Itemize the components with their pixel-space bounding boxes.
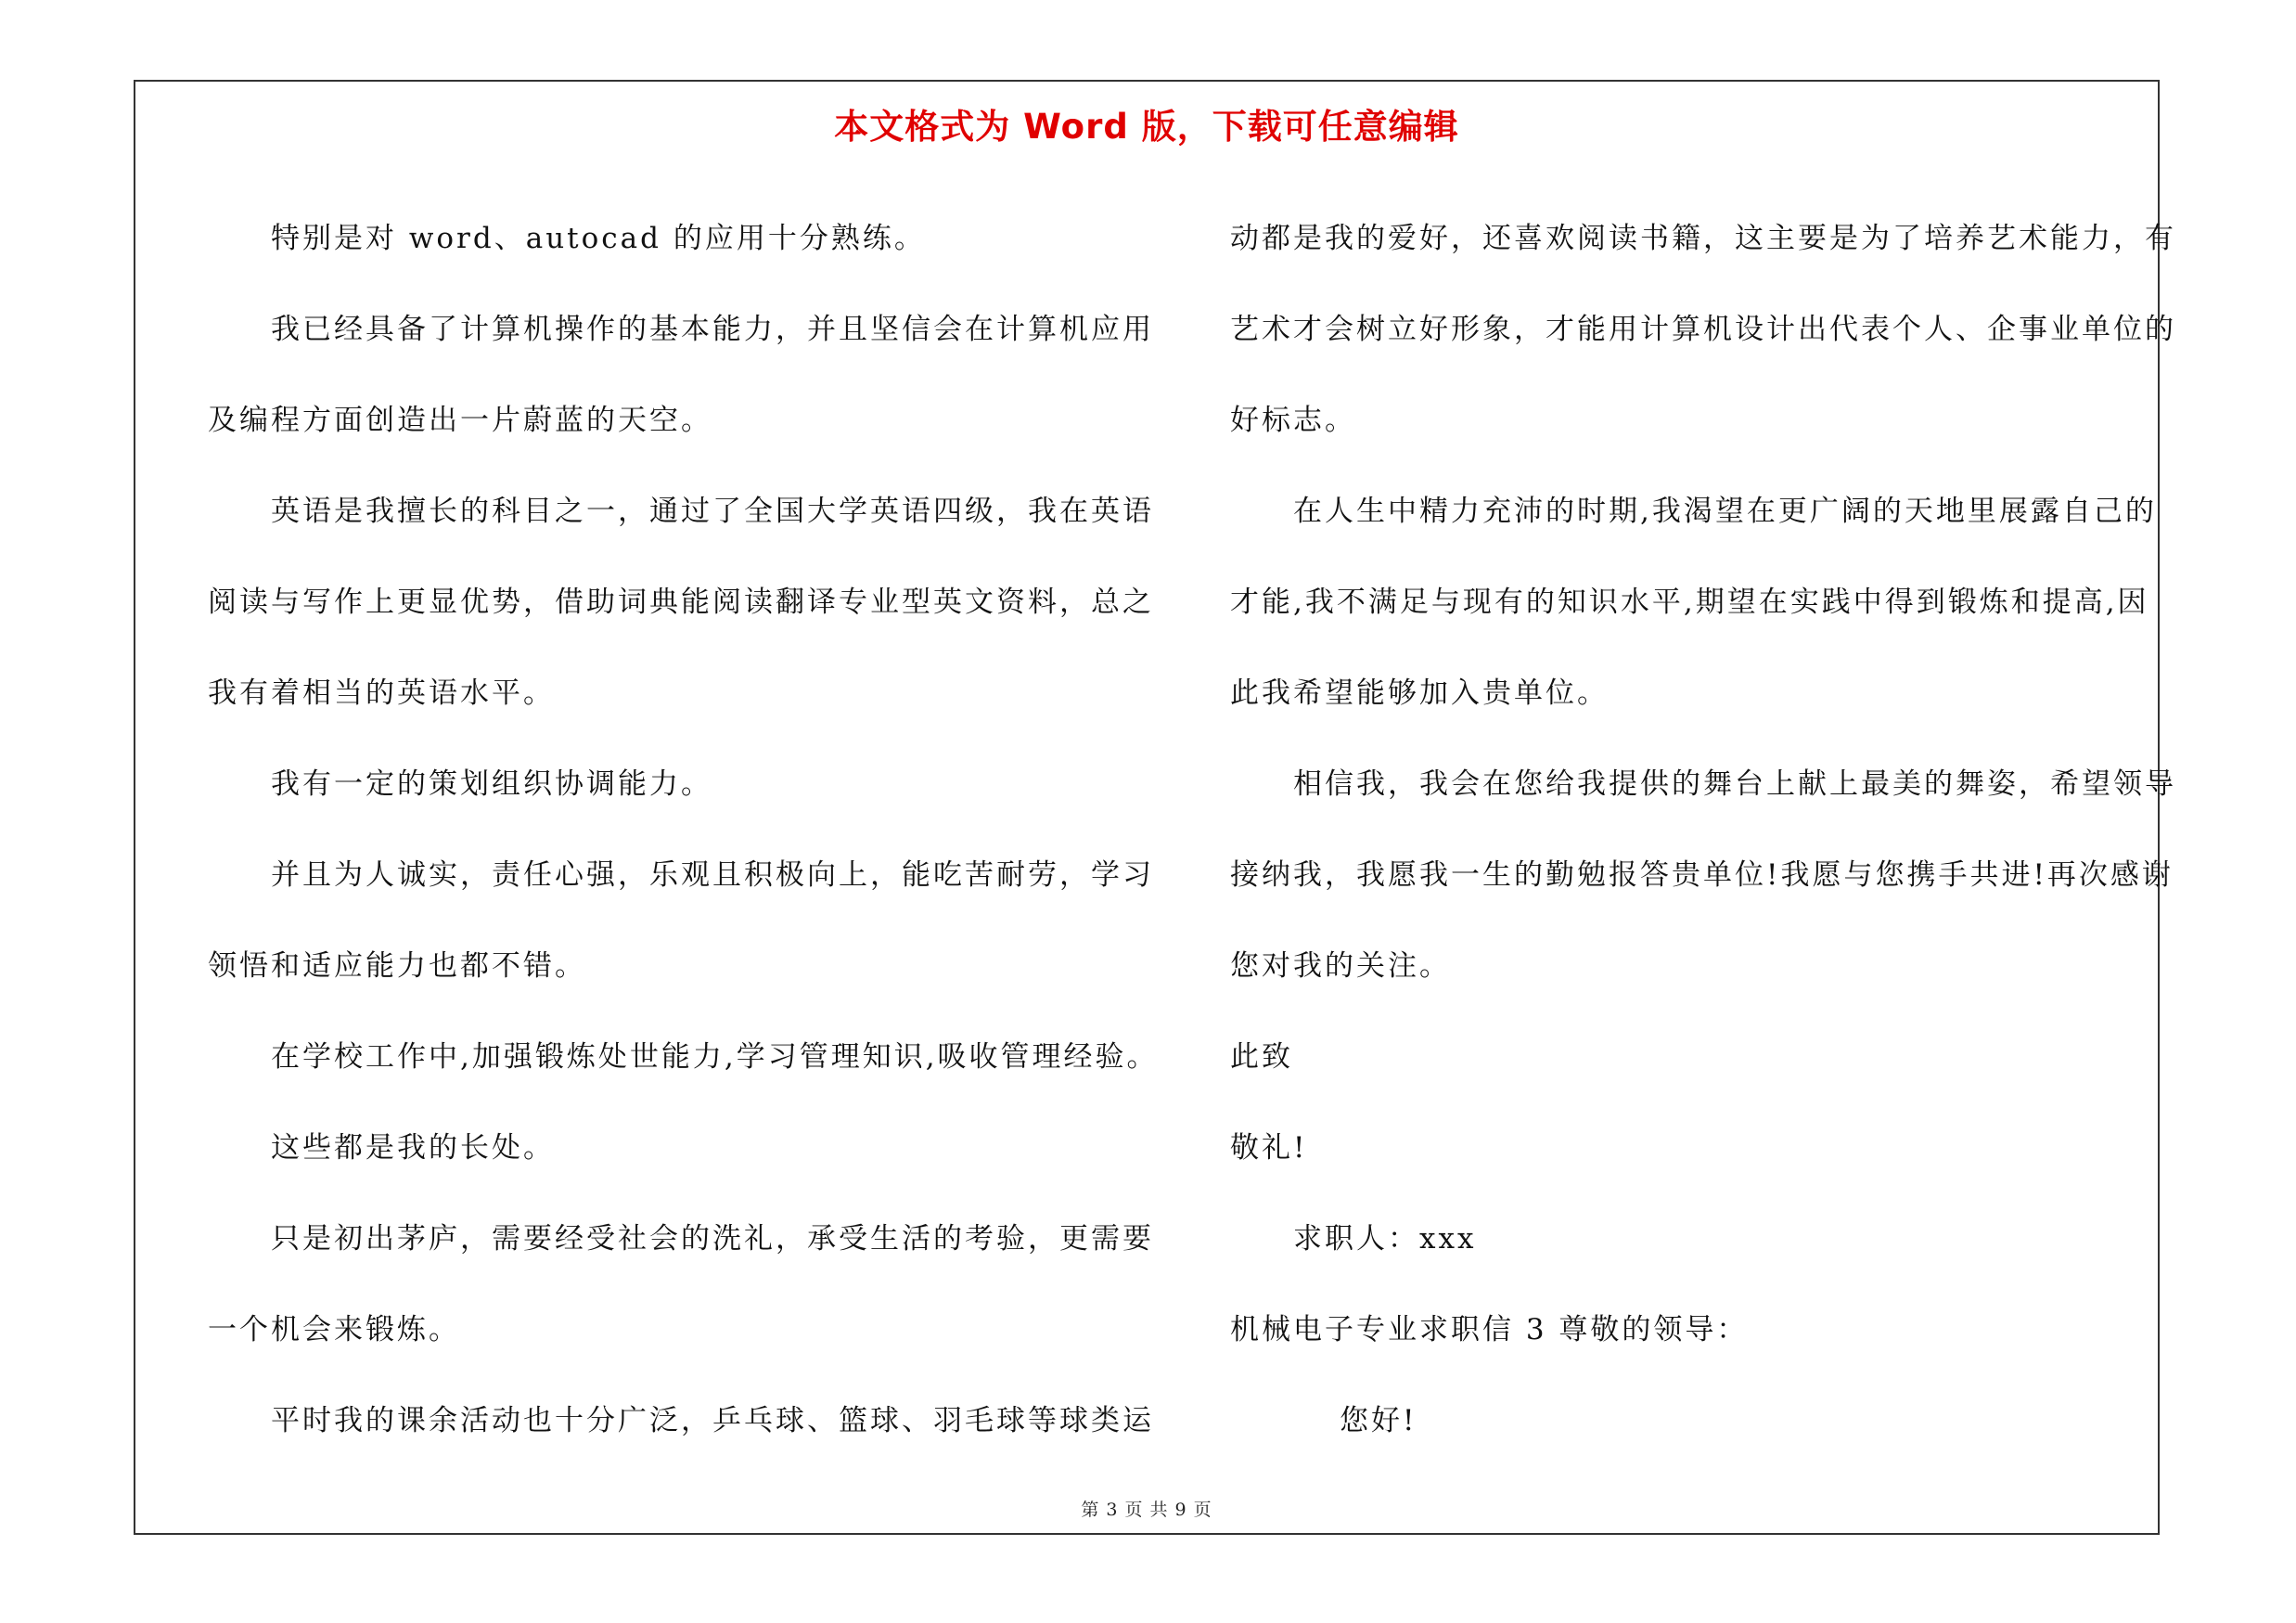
left-line-6: 我有着相当的英语水平。 <box>208 676 555 710</box>
closing-cizhi: 此致 <box>1230 1040 1293 1074</box>
left-line-7: 我有一定的策划组织协调能力。 <box>271 767 712 801</box>
right-line-7: 相信我，我会在您给我提供的舞台上献上最美的舞姿，希望领导 <box>1293 767 2176 801</box>
left-line-4: 英语是我擅长的科目之一，通过了全国大学英语四级，我在英语 <box>271 495 1154 528</box>
left-line-8: 并且为人诚实，责任心强，乐观且积极向上，能吃苦耐劳，学习 <box>271 858 1154 892</box>
left-line-14: 平时我的课余活动也十分广泛，乒乓球、篮球、羽毛球等球类运 <box>271 1404 1154 1437</box>
right-line-4: 在人生中精力充沛的时期,我渴望在更广阔的天地里展露自己的 <box>1293 495 2157 528</box>
format-banner: 本文格式为 Word 版，下载可任意编辑 <box>834 107 1459 147</box>
left-line-13: 一个机会来锻炼。 <box>208 1313 460 1346</box>
right-line-3: 好标志。 <box>1230 404 1356 437</box>
page-number-footer: 第 3 页 共 9 页 <box>1081 1500 1212 1520</box>
left-line-1: 特别是对 word、autocad 的应用十分熟练。 <box>271 222 926 255</box>
right-line-8: 接纳我，我愿我一生的勤勉报答贵单位!我愿与您携手共进!再次感谢 <box>1230 858 2174 892</box>
right-line-6: 此我希望能够加入贵单位。 <box>1230 676 1609 710</box>
left-column <box>208 193 1159 1466</box>
left-line-3: 及编程方面创造出一片蔚蓝的天空。 <box>208 404 712 437</box>
left-line-9: 领悟和适应能力也都不错。 <box>208 949 586 983</box>
page-frame <box>134 80 2176 1535</box>
right-column <box>1230 193 2176 1466</box>
next-letter-heading: 机械电子专业求职信 3 尊敬的领导： <box>1230 1313 1749 1346</box>
applicant-signature: 求职人：xxx <box>1293 1222 1477 1256</box>
closing-jingli: 敬礼! <box>1230 1131 1308 1165</box>
right-line-9: 您对我的关注。 <box>1230 949 1451 983</box>
left-line-2: 我已经具备了计算机操作的基本能力，并且坚信会在计算机应用 <box>271 313 1154 346</box>
left-line-10: 在学校工作中,加强锻炼处世能力,学习管理知识,吸收管理经验。 <box>271 1040 1159 1074</box>
next-letter-greeting: 您好! <box>1340 1404 1417 1437</box>
right-line-1: 动都是我的爱好，还喜欢阅读书籍，这主要是为了培养艺术能力，有 <box>1230 222 2176 255</box>
left-line-11: 这些都是我的长处。 <box>271 1131 555 1165</box>
left-line-12: 只是初出茅庐，需要经受社会的洗礼，承受生活的考验，更需要 <box>271 1222 1154 1256</box>
right-line-5: 才能,我不满足与现有的知识水平,期望在实践中得到锻炼和提高,因 <box>1230 586 2149 619</box>
right-line-2: 艺术才会树立好形象，才能用计算机设计出代表个人、企事业单位的 <box>1230 313 2176 346</box>
left-line-5: 阅读与写作上更显优势，借助词典能阅读翻译专业型英文资料，总之 <box>208 586 1154 619</box>
